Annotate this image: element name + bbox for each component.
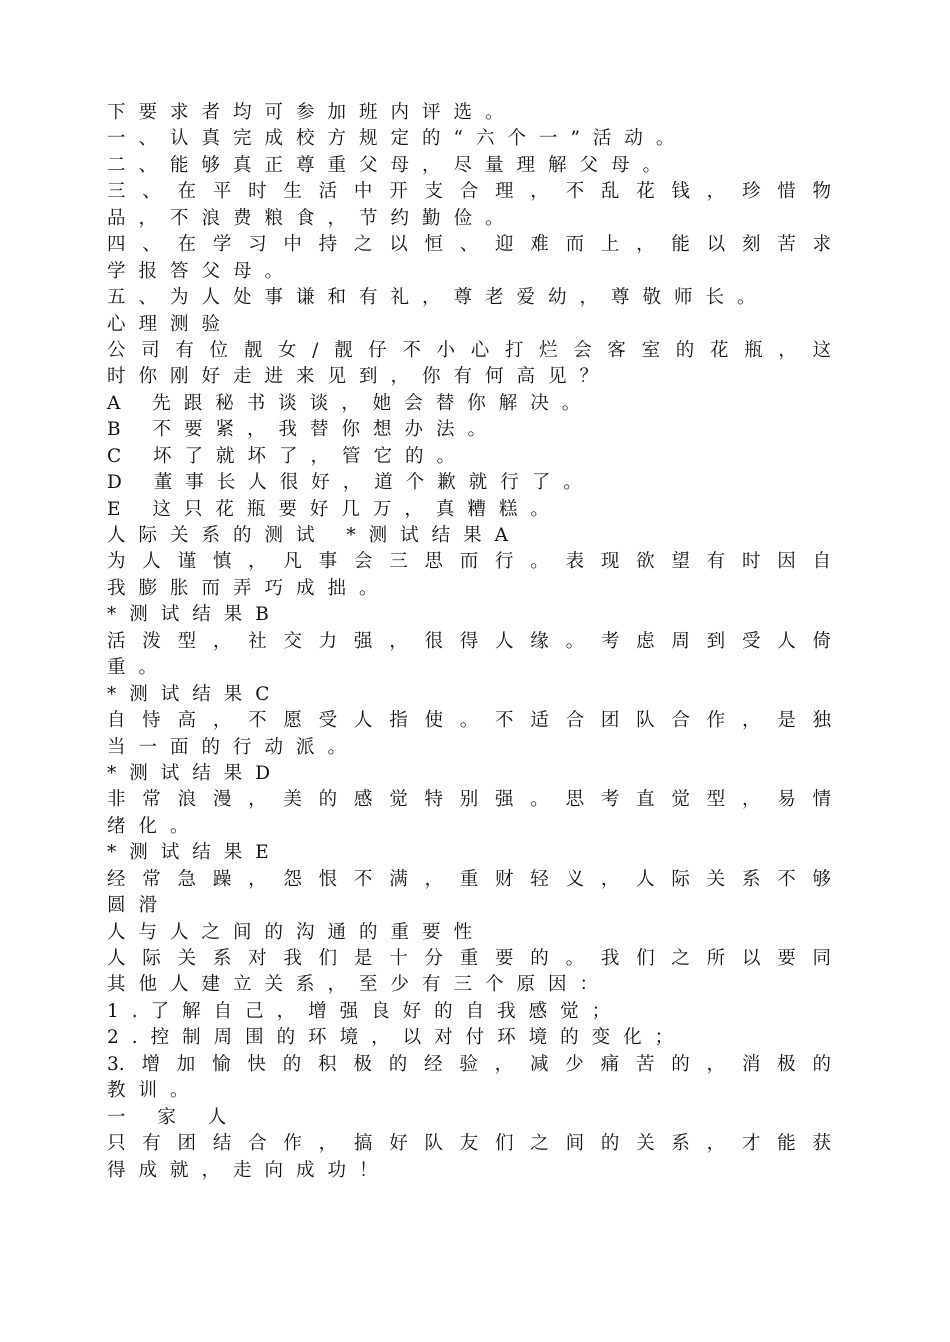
text-line: D 董事长人很好，道个歉就行了。: [107, 472, 595, 494]
text-line: 教训。: [107, 1080, 202, 1102]
text-line: 2.控制周围的环境，以对付环境的变化；: [107, 1027, 687, 1049]
text-line: 公司有位靓女/靓仔不小心打烂会客室的花瓶，这: [107, 339, 831, 361]
text-line: 品，不浪费粮食，节约勤俭。: [107, 207, 517, 229]
text-line: 我膨胀而弄巧成拙。: [107, 577, 391, 599]
text-line: 自恃高，不愿受人指使。不适合团队合作，是独: [107, 710, 831, 732]
text-line: A 先跟秘书谈谈，她会替你解决。: [107, 392, 594, 414]
text-line: E 这只花瓶要好几万，真糟糕。: [107, 498, 562, 520]
text-line: 其他人建立关系，至少有三个原因：: [107, 974, 612, 996]
text-line: 3.增加愉快的积极的经验，减少痛苦的，消极的: [107, 1053, 831, 1075]
text-line: 一 家 人: [107, 1106, 240, 1128]
text-line: 四、在学习中持之以恒、迎难而上，能以刻苦求: [107, 234, 831, 256]
text-line: 二、能够真正尊重父母，尽量理解父母。: [107, 154, 675, 176]
text-line: 人际关系对我们是十分重要的。我们之所以要同: [107, 948, 831, 969]
text-line: 心理测验: [107, 313, 234, 335]
text-line: 下要求者均可参加班内评选。: [107, 102, 517, 123]
text-line: 圆滑: [107, 895, 171, 917]
text-line: 时你刚好走进来见到，你有何高见？: [107, 366, 612, 388]
text-line: 人与人之间的沟通的重要性: [107, 921, 486, 943]
text-line: *测试结果D: [107, 762, 284, 784]
text-line: 一、认真完成校方规定的“六个一”活动。: [107, 128, 688, 150]
text-line: 三、在平时生活中开支合理，不乱花钱，珍惜物: [107, 181, 831, 203]
text-line: 五、为人处事谦和有礼，尊老爱幼，尊敬师长。: [107, 287, 769, 309]
text-line: 学报答父母。: [107, 260, 297, 282]
text-line: *测试结果C: [107, 683, 283, 705]
text-line: 重。: [107, 657, 171, 679]
text-line: 活泼型，社交力强，很得人缘。考虑周到受人倚: [107, 630, 831, 652]
text-line: 为人谨慎，凡事会三思而行。表现欲望有时因自: [107, 551, 831, 573]
text-line: 非常浪漫，美的感觉特别强。思考直觉型，易情: [107, 789, 831, 811]
text-line: *测试结果E: [107, 842, 282, 864]
text-line: 1.了解自己，增强良好的自我感觉；: [107, 1000, 624, 1022]
text-line: 绪化。: [107, 815, 202, 837]
text-line: C 坏了就坏了，管它的。: [107, 445, 469, 467]
text-line: 得成就，走向成功！: [107, 1159, 391, 1181]
text-line: 经常急躁，怨恨不满，重财轻义，人际关系不够: [107, 868, 831, 890]
text-line: 当一面的行动派。: [107, 736, 360, 758]
text-line: B 不要紧，我替你想办法。: [107, 419, 499, 441]
text-line: *测试结果B: [107, 604, 282, 626]
text-line: 只有团结合作，搞好队友们之间的关系，才能获: [107, 1133, 831, 1155]
document-body: [107, 100, 831, 1184]
text-line: 人际关系的测试 *测试结果A: [107, 525, 521, 546]
